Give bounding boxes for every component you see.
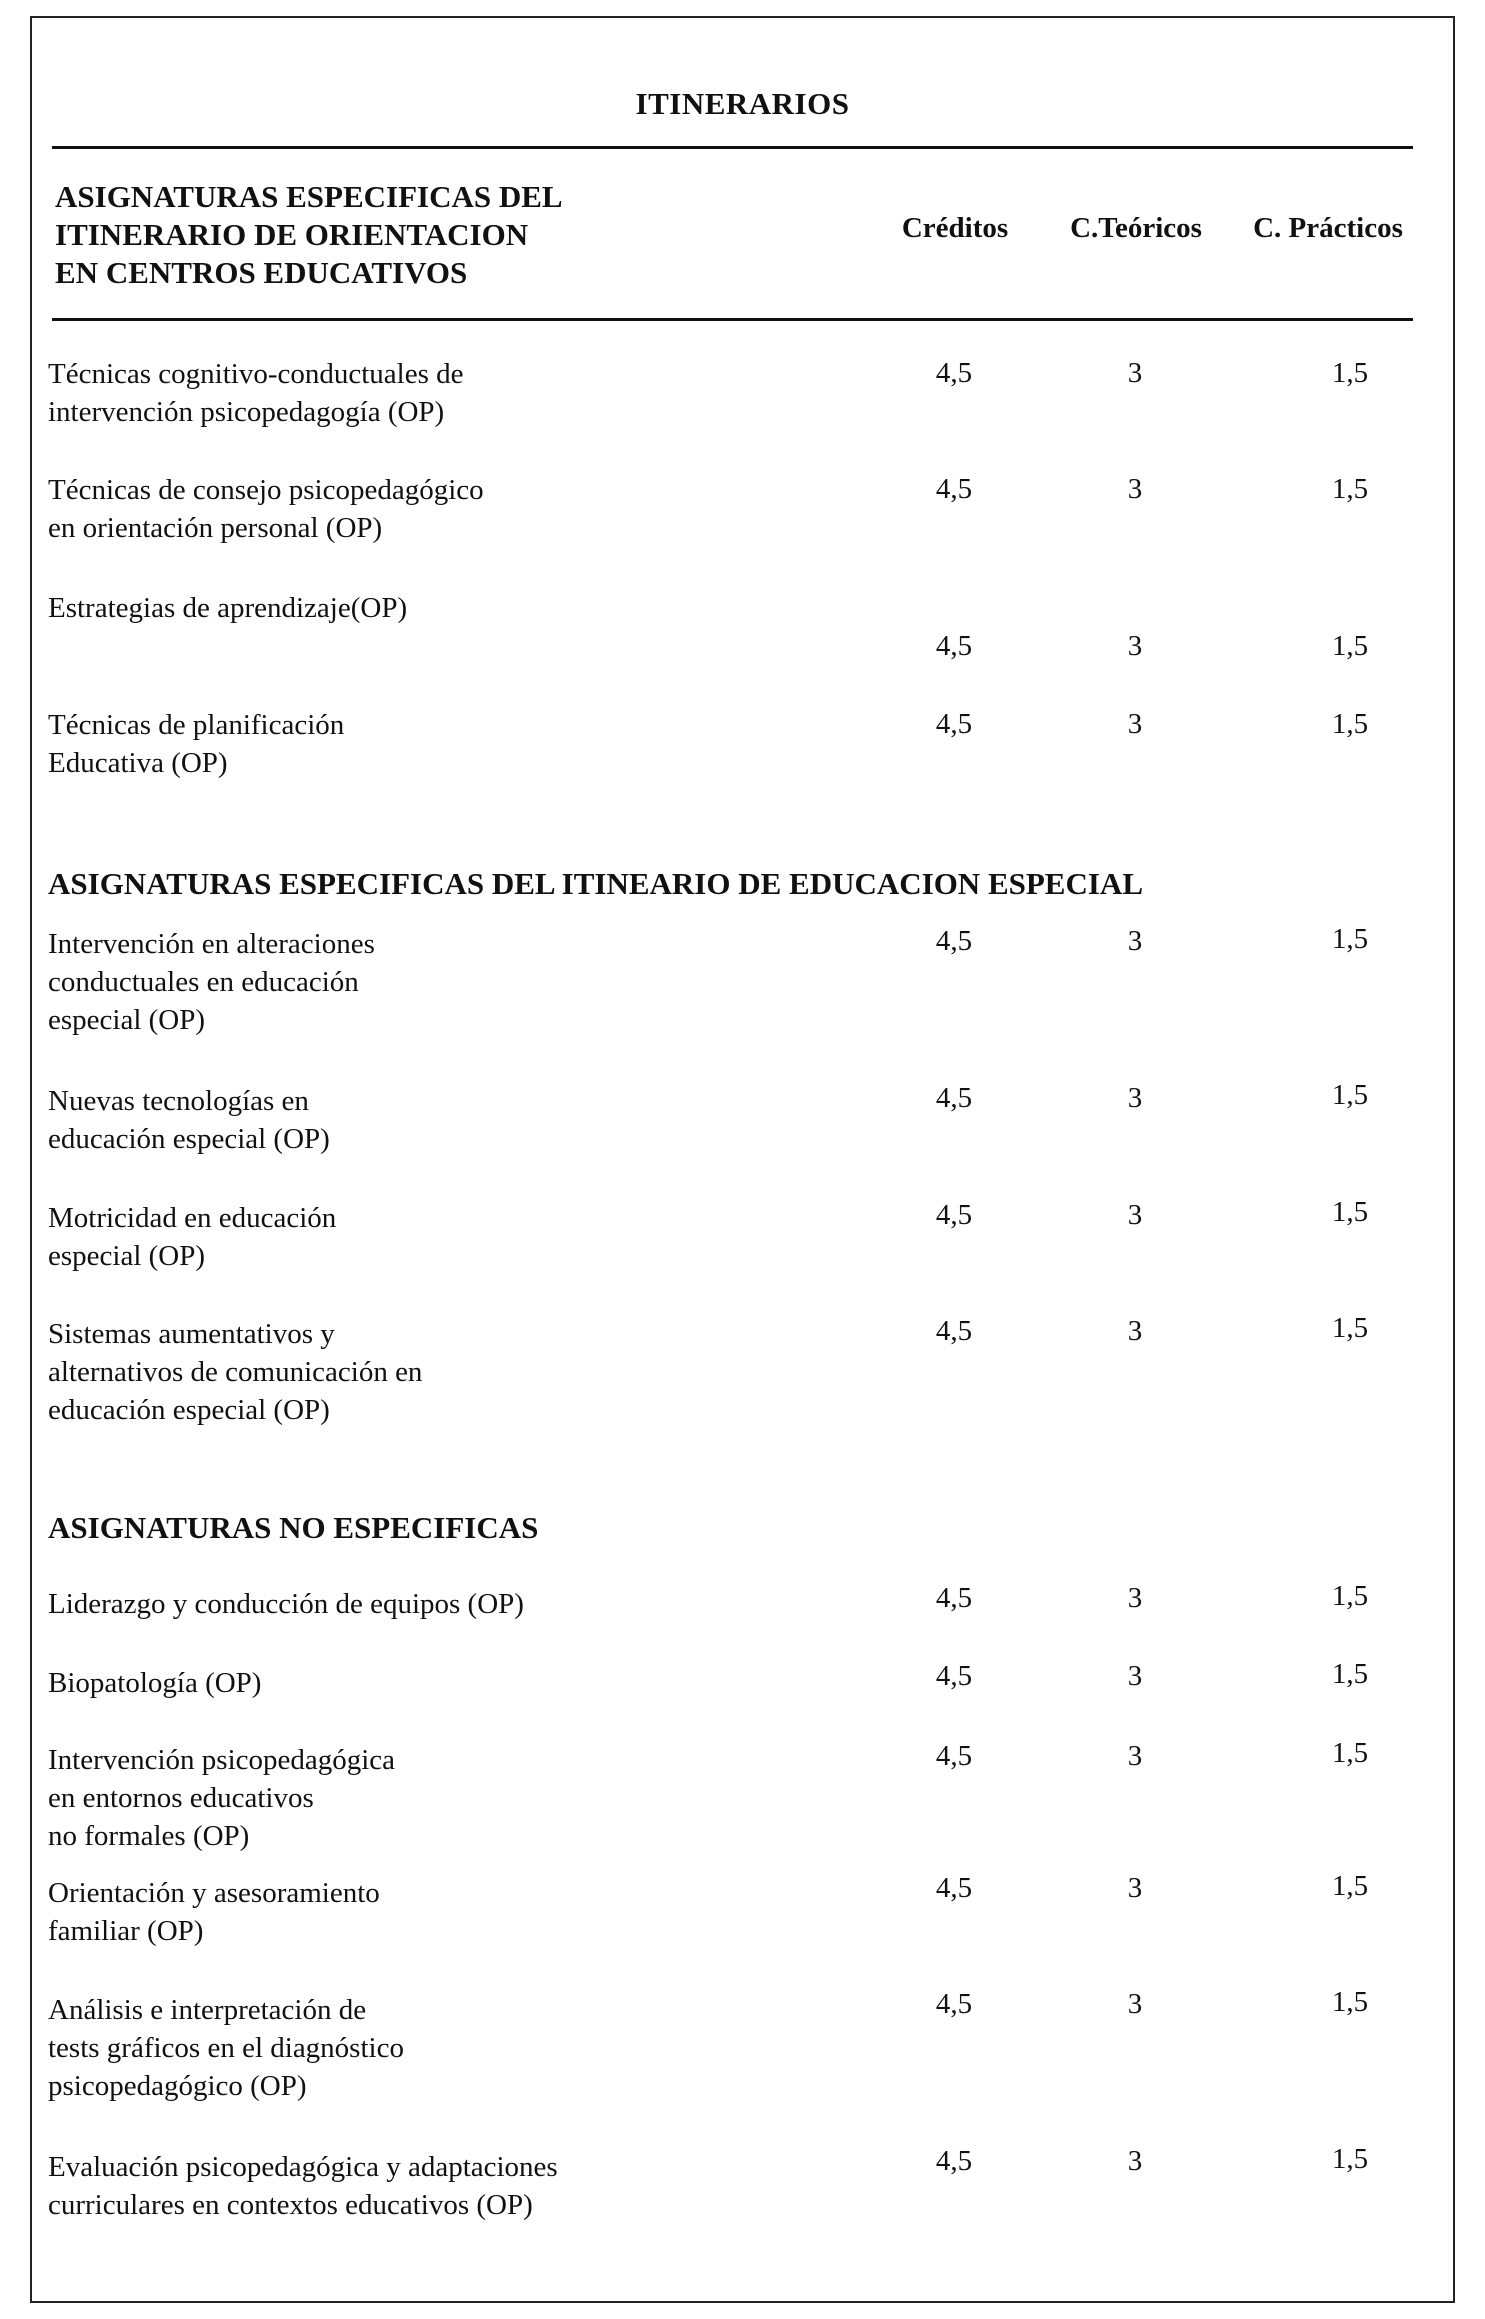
theory-value: 3 (1127, 1582, 1143, 1614)
credits-value: 4,5 (935, 630, 973, 662)
credits-value: 4,5 (935, 1872, 973, 1904)
subject-line: Estrategias de aprendizaje(OP) (48, 592, 408, 624)
subject-line: especial (OP) (48, 1240, 206, 1272)
section-heading-line: ASIGNATURAS ESPECIFICAS DEL (55, 179, 563, 214)
subject-line: Orientación y asesoramiento (48, 1877, 380, 1909)
section-heading-line: ITINERARIO DE ORIENTACION (55, 217, 529, 252)
subject-line: Intervención psicopedagógica (48, 1744, 396, 1776)
subject-line: Evaluación psicopedagógica y adaptaciones (48, 2151, 558, 2183)
credits-value: 4,5 (935, 357, 973, 389)
subject-line: curriculares en contextos educativos (OP) (48, 2189, 533, 2221)
theory-value: 3 (1127, 1199, 1143, 1231)
credits-value: 4,5 (935, 1582, 973, 1614)
subject-line: Análisis e interpretación de (48, 1994, 367, 2026)
practice-value: 1,5 (1331, 2143, 1369, 2175)
subject-line: educación especial (OP) (48, 1394, 330, 1426)
subject-line: Educativa (OP) (48, 747, 228, 779)
subject-row-label (48, 1315, 422, 1429)
subject-line: en entornos educativos (48, 1782, 314, 1814)
subject-row-label (48, 1664, 261, 1702)
practice-value: 1,5 (1331, 1658, 1369, 1690)
page-title: ITINERARIOS (635, 86, 850, 121)
subject-row-label (48, 925, 375, 1039)
subject-line: Sistemas aumentativos y (48, 1318, 335, 1350)
subject-row-label (48, 471, 484, 547)
header-bottom-rule (52, 318, 1413, 321)
theory-value: 3 (1127, 1740, 1143, 1772)
theory-value: 3 (1127, 2145, 1143, 2177)
subject-line: familiar (OP) (48, 1915, 204, 1947)
credits-value: 4,5 (935, 708, 973, 740)
subject-line: Técnicas de consejo psicopedagógico (48, 474, 484, 506)
subject-row-label (48, 2148, 558, 2224)
subject-line: tests gráficos en el diagnóstico (48, 2032, 404, 2064)
credits-value: 4,5 (935, 1740, 973, 1772)
theory-value: 3 (1127, 630, 1143, 662)
credits-value: 4,5 (935, 1988, 973, 2020)
subject-line: Motricidad en educación (48, 1202, 337, 1234)
subject-row-label (48, 1585, 524, 1623)
credits-value: 4,5 (935, 473, 973, 505)
subject-line: psicopedagógico (OP) (48, 2070, 307, 2102)
subject-line: especial (OP) (48, 1004, 206, 1036)
credits-value: 4,5 (935, 925, 973, 957)
subject-line: Liderazgo y conducción de equipos (OP) (48, 1588, 524, 1620)
practice-value: 1,5 (1331, 357, 1369, 389)
credits-value: 4,5 (935, 2145, 973, 2177)
section-heading-educacion-especial: ASIGNATURAS ESPECIFICAS DEL ITINEARIO DE EDUCACION ESPECIAL (48, 866, 1143, 901)
subject-line: Intervención en alteraciones (48, 928, 375, 960)
subject-line: intervención psicopedagogía (OP) (48, 396, 445, 428)
section-heading-no-especificas: ASIGNATURAS NO ESPECIFICAS (48, 1510, 539, 1545)
theory-value: 3 (1127, 708, 1143, 740)
credits-value: 4,5 (935, 1199, 973, 1231)
theory-value: 3 (1127, 1082, 1143, 1114)
section-heading-orientacion (55, 178, 563, 292)
practice-value: 1,5 (1331, 1079, 1369, 1111)
column-header-practice: C. Prácticos (1253, 212, 1403, 244)
subject-line: no formales (OP) (48, 1820, 250, 1852)
theory-value: 3 (1127, 925, 1143, 957)
subject-row-label (48, 1199, 336, 1275)
subject-line: alternativos de comunicación en (48, 1356, 423, 1388)
theory-value: 3 (1127, 1315, 1143, 1347)
theory-value: 3 (1127, 473, 1143, 505)
header-top-rule (52, 146, 1413, 149)
credits-value: 4,5 (935, 1082, 973, 1114)
theory-value: 3 (1127, 1872, 1143, 1904)
subject-row-label (48, 706, 344, 782)
subject-line: Técnicas de planificación (48, 709, 345, 741)
practice-value: 1,5 (1331, 708, 1369, 740)
practice-value: 1,5 (1331, 630, 1369, 662)
practice-value: 1,5 (1331, 923, 1369, 955)
practice-value: 1,5 (1331, 1870, 1369, 1902)
credits-value: 4,5 (935, 1660, 973, 1692)
practice-value: 1,5 (1331, 1737, 1369, 1769)
practice-value: 1,5 (1331, 1580, 1369, 1612)
practice-value: 1,5 (1331, 1196, 1369, 1228)
theory-value: 3 (1127, 357, 1143, 389)
subject-line: Nuevas tecnologías en (48, 1085, 309, 1117)
practice-value: 1,5 (1331, 1986, 1369, 2018)
subject-line: educación especial (OP) (48, 1123, 330, 1155)
subject-line: Técnicas cognitivo-conductuales de (48, 358, 464, 390)
subject-line: conductuales en educación (48, 966, 359, 998)
subject-row-label (48, 1082, 330, 1158)
column-header-theory: C.Teóricos (1070, 212, 1202, 244)
subject-row-label (48, 1741, 395, 1855)
column-header-credits: Créditos (901, 212, 1009, 244)
theory-value: 3 (1127, 1988, 1143, 2020)
subject-row-label (48, 1991, 404, 2105)
subject-line: Biopatología (OP) (48, 1667, 262, 1699)
practice-value: 1,5 (1331, 1312, 1369, 1344)
credits-value: 4,5 (935, 1315, 973, 1347)
subject-row-label (48, 1874, 380, 1950)
subject-row-label (48, 355, 464, 431)
theory-value: 3 (1127, 1660, 1143, 1692)
section-heading-line: EN CENTROS EDUCATIVOS (55, 255, 468, 290)
subject-row-label (48, 589, 407, 627)
subject-line: en orientación personal (OP) (48, 512, 383, 544)
practice-value: 1,5 (1331, 473, 1369, 505)
